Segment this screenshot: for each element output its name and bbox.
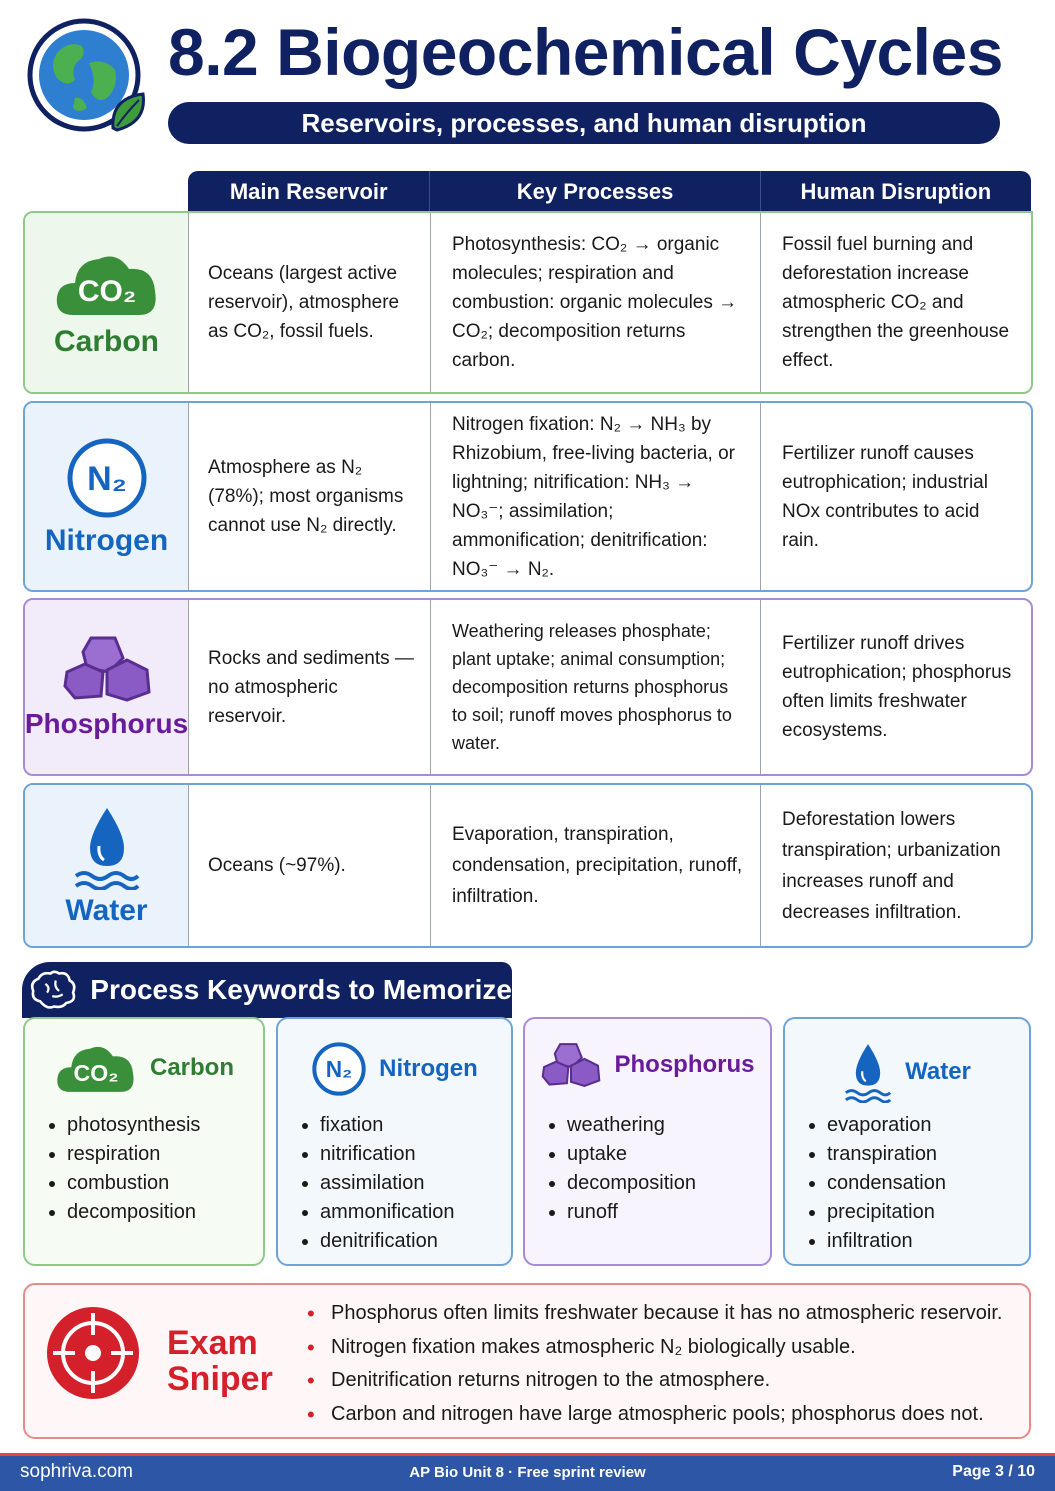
list-item: • assimilation xyxy=(320,1169,455,1198)
list-item: • decomposition xyxy=(67,1198,200,1227)
target-icon xyxy=(45,1305,141,1401)
column-header-processes: Key Processes xyxy=(430,171,760,213)
keyword-box-carbon xyxy=(23,1017,265,1266)
keyword-list-water xyxy=(803,1111,946,1256)
column-header-reservoir: Main Reservoir xyxy=(188,171,430,213)
keywords-header xyxy=(22,962,512,1018)
table-row-nitrogen xyxy=(23,401,1033,592)
cell-disruption-phosphorus: Fertilizer runoff drives eutrophication; phosphorus often limits freshwater ecosystems. xyxy=(760,600,1031,774)
cell-processes-phosphorus: Weathering releases phosphate; plant uptake; animal consumption; decomposition returns phosphorus to soil; runoff moves phosphorus to water. xyxy=(430,600,760,774)
exam-sniper-label: Exam Sniper xyxy=(167,1324,273,1398)
co2-cloud-icon xyxy=(54,1041,138,1095)
list-item: • infiltration xyxy=(827,1227,946,1256)
list-item: • Phosphorus often limits freshwater because it has no atmospheric reservoir. xyxy=(331,1297,1002,1331)
row-label-carbon xyxy=(25,213,188,392)
footer-course: AP Bio Unit 8 · Free sprint review xyxy=(409,1464,646,1481)
n2-circle-icon xyxy=(311,1041,367,1097)
list-item: • respiration xyxy=(67,1140,200,1169)
keyword-group-name: Water xyxy=(905,1058,971,1085)
column-header-disruption: Human Disruption xyxy=(800,179,992,204)
svg-text:CO₂: CO₂ xyxy=(73,1060,119,1087)
row-name-carbon: Carbon xyxy=(54,324,159,358)
row-name-phosphorus: Phosphorus xyxy=(24,708,189,739)
list-item: • Carbon and nitrogen have large atmospheric pools; phosphorus does not. xyxy=(331,1398,1002,1432)
list-item: • precipitation xyxy=(827,1198,946,1227)
list-item: • nitrification xyxy=(320,1140,455,1169)
page-footer xyxy=(0,1453,1055,1491)
row-label-phosphorus xyxy=(25,600,188,774)
row-name-nitrogen: Nitrogen xyxy=(44,523,169,557)
list-item: • Denitrification returns nitrogen to the atmosphere. xyxy=(331,1364,1002,1398)
list-item: • runoff xyxy=(567,1198,696,1227)
svg-text:CO₂: CO₂ xyxy=(77,274,136,308)
cell-processes-nitrogen: Nitrogen fixation: N₂ → NH₃ by Rhizobium, free-living bacteria, or lightning; nitrification: NH₃ → NO₃⁻; assimilation; ammonification; denitrification: NO₃⁻ → N₂. xyxy=(430,403,760,590)
table-row-phosphorus xyxy=(23,598,1033,776)
svg-text:N₂: N₂ xyxy=(86,459,127,498)
cell-reservoir-carbon: Oceans (largest active reservoir), atmosphere as CO₂, fossil fuels. xyxy=(188,213,430,392)
table-row-water xyxy=(23,783,1033,948)
table-row-carbon xyxy=(23,211,1033,394)
list-item: • photosynthesis xyxy=(67,1111,200,1140)
list-item: • weathering xyxy=(567,1111,696,1140)
cell-disruption-water: Deforestation lowers transpiration; urbanization increases runoff and decreases infiltration. xyxy=(760,785,1031,946)
list-item: • condensation xyxy=(827,1169,946,1198)
keyword-box-nitrogen xyxy=(276,1017,513,1266)
keywords-title: Process Keywords to Memorize xyxy=(90,974,512,1005)
footer-page-number: Page 3 / 10 xyxy=(952,1463,1035,1480)
globe-leaf-icon xyxy=(27,18,149,136)
footer-site-link[interactable]: sophriva.com xyxy=(20,1461,133,1482)
keyword-list-carbon xyxy=(43,1111,200,1227)
svg-text:N₂: N₂ xyxy=(325,1056,353,1082)
list-item: • ammonification xyxy=(320,1198,455,1227)
water-drop-icon xyxy=(72,804,142,890)
cell-reservoir-water: Oceans (~97%). xyxy=(188,785,430,946)
list-item: • fixation xyxy=(320,1111,455,1140)
exam-sniper-box xyxy=(23,1283,1031,1439)
list-item: • denitrification xyxy=(320,1227,455,1256)
keyword-list-nitrogen xyxy=(296,1111,455,1256)
cell-processes-water: Evaporation, transpiration, condensation, precipitation, runoff, infiltration. xyxy=(430,785,760,946)
cell-processes-carbon: Photosynthesis: CO₂ → organic molecules; respiration and combustion: organic molecules → CO₂; decomposition returns carbon. xyxy=(430,213,760,392)
exam-points-list xyxy=(307,1297,1002,1431)
phosphorus-rocks-icon xyxy=(61,634,153,704)
cell-reservoir-nitrogen: Atmosphere as N₂ (78%); most organisms cannot use N₂ directly. xyxy=(188,403,430,590)
n2-circle-icon xyxy=(65,436,149,520)
table-header xyxy=(188,171,1031,213)
list-item: • combustion xyxy=(67,1169,200,1198)
row-name-water: Water xyxy=(65,893,148,927)
keyword-group-name: Phosphorus xyxy=(614,1051,755,1078)
list-item: • Nitrogen fixation makes atmospheric N₂ biologically usable. xyxy=(331,1331,1002,1365)
page-title: 8.2 Biogeochemical Cycles xyxy=(168,15,1003,89)
keyword-group-name: Nitrogen xyxy=(379,1055,478,1082)
list-item: • evaporation xyxy=(827,1111,946,1140)
keyword-group-name: Carbon xyxy=(150,1054,234,1081)
keyword-box-water xyxy=(783,1017,1031,1266)
co2-cloud-icon xyxy=(53,247,161,321)
brain-icon xyxy=(28,965,78,1015)
row-label-nitrogen xyxy=(25,403,188,590)
list-item: • transpiration xyxy=(827,1140,946,1169)
keyword-box-phosphorus xyxy=(523,1017,772,1266)
cell-reservoir-phosphorus: Rocks and sediments — no atmospheric reservoir. xyxy=(188,600,430,774)
list-item: • decomposition xyxy=(567,1169,696,1198)
cell-disruption-carbon: Fossil fuel burning and deforestation increase atmospheric CO₂ and strengthen the greenhouse effect. xyxy=(760,213,1031,392)
keyword-list-phosphorus xyxy=(543,1111,696,1227)
cell-disruption-nitrogen: Fertilizer runoff causes eutrophication; industrial NOx contributes to acid rain. xyxy=(760,403,1031,590)
water-drop-icon xyxy=(843,1041,893,1103)
row-label-water xyxy=(25,785,188,946)
phosphorus-rocks-icon xyxy=(540,1041,602,1089)
page-subtitle: Reservoirs, processes, and human disruption xyxy=(168,102,1000,144)
list-item: • uptake xyxy=(567,1140,696,1169)
